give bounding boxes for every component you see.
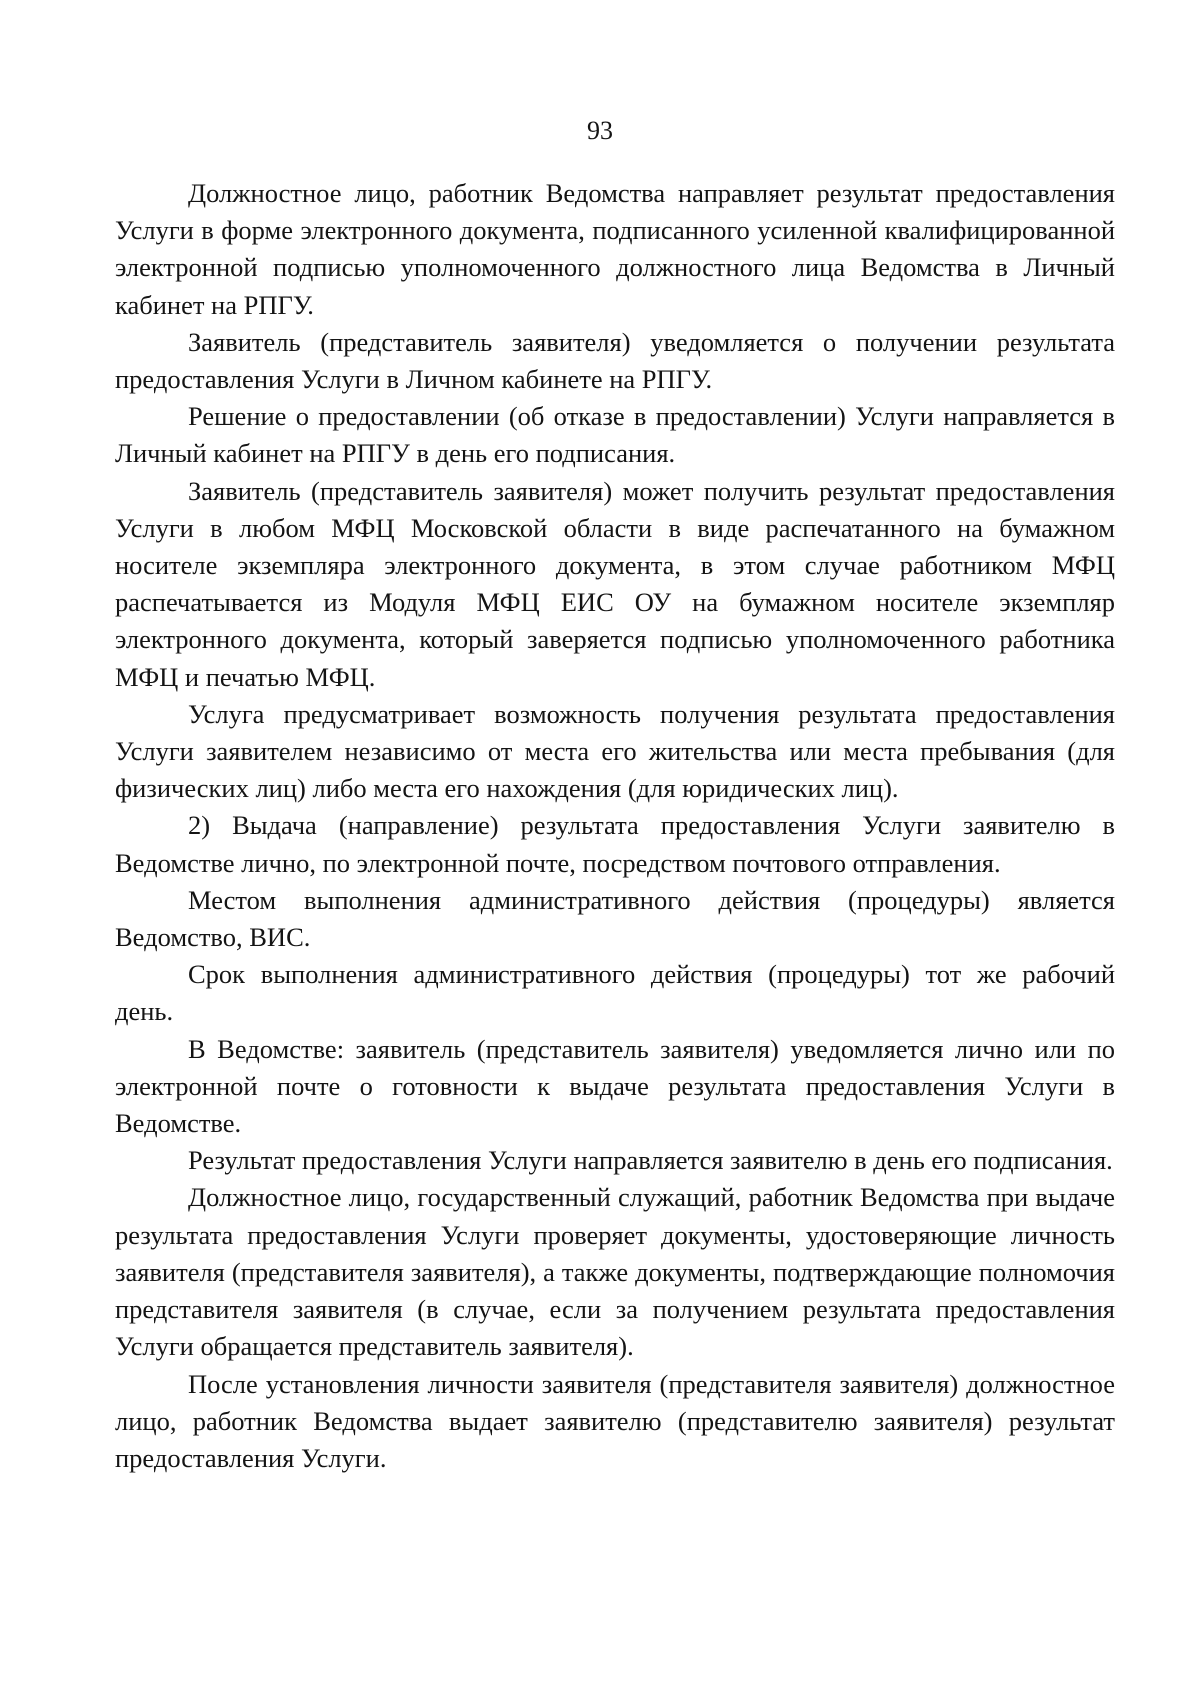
paragraph: 2) Выдача (направление) результата предоставления Услуги заявителю в Ведомстве лично, по электронной почте, посредством почтового отправления. [115,810,1115,878]
paragraph: Услуга предусматривает возможность получения результата предоставления Услуги заявителем независимо от места его жительства или места пребывания (для физических лиц) либо места его нахождения (для юридических лиц). [115,698,1115,804]
document-body [115,175,1115,1477]
paragraph: Заявитель (представитель заявителя) может получить результат предоставления Услуги в любом МФЦ Московской области в виде распечатанного на бумажном носителе экземпляра электронного документа, в этом случае работником МФЦ распечатывается из Модуля МФЦ ЕИС ОУ на бумажном носителе экземпляр электронного документа, который заверяется подписью уполномоченного работника МФЦ и печатью МФЦ. [115,475,1115,692]
paragraph: Решение о предоставлении (об отказе в предоставлении) Услуги направляется в Личный кабинет на РПГУ в день его подписания. [115,401,1115,469]
paragraph: В Ведомстве: заявитель (представитель заявителя) уведомляется лично или по электронной почте о готовности к выдаче результата предоставления Услуги в Ведомстве. [115,1033,1115,1139]
paragraph: Местом выполнения административного действия (процедуры) является Ведомство, ВИС. [115,884,1115,953]
paragraph: Должностное лицо, государственный служащий, работник Ведомства при выдаче результата предоставления Услуги проверяет документы, удостоверяющие личность заявителя (представителя заявителя), а также документы, подтверждающие полномочия представителя заявителя (в случае, если за получением результата предоставления Услуги обращается представитель заявителя). [115,1182,1115,1362]
paragraph: После установления личности заявителя (представителя заявителя) должностное лицо, работник Ведомства выдает заявителю (представителю заявителя) результат предоставления Услуги. [115,1368,1115,1473]
page-number: 93 [587,116,613,145]
paragraph: Срок выполнения административного действия (процедуры) тот же рабочий день. [115,959,1115,1027]
paragraph: Заявитель (представитель заявителя) уведомляется о получении результата предоставления Услуги в Личном кабинете на РПГУ. [115,326,1115,395]
paragraph: Результат предоставления Услуги направляется заявителю в день его подписания. [188,1145,1113,1176]
paragraph: Должностное лицо, работник Ведомства направляет результат предоставления Услуги в форме электронного документа, подписанного усиленной квалифицированной электронной подписью уполномоченного должностного лица Ведомства в Личный кабинет на РПГУ. [115,178,1115,320]
